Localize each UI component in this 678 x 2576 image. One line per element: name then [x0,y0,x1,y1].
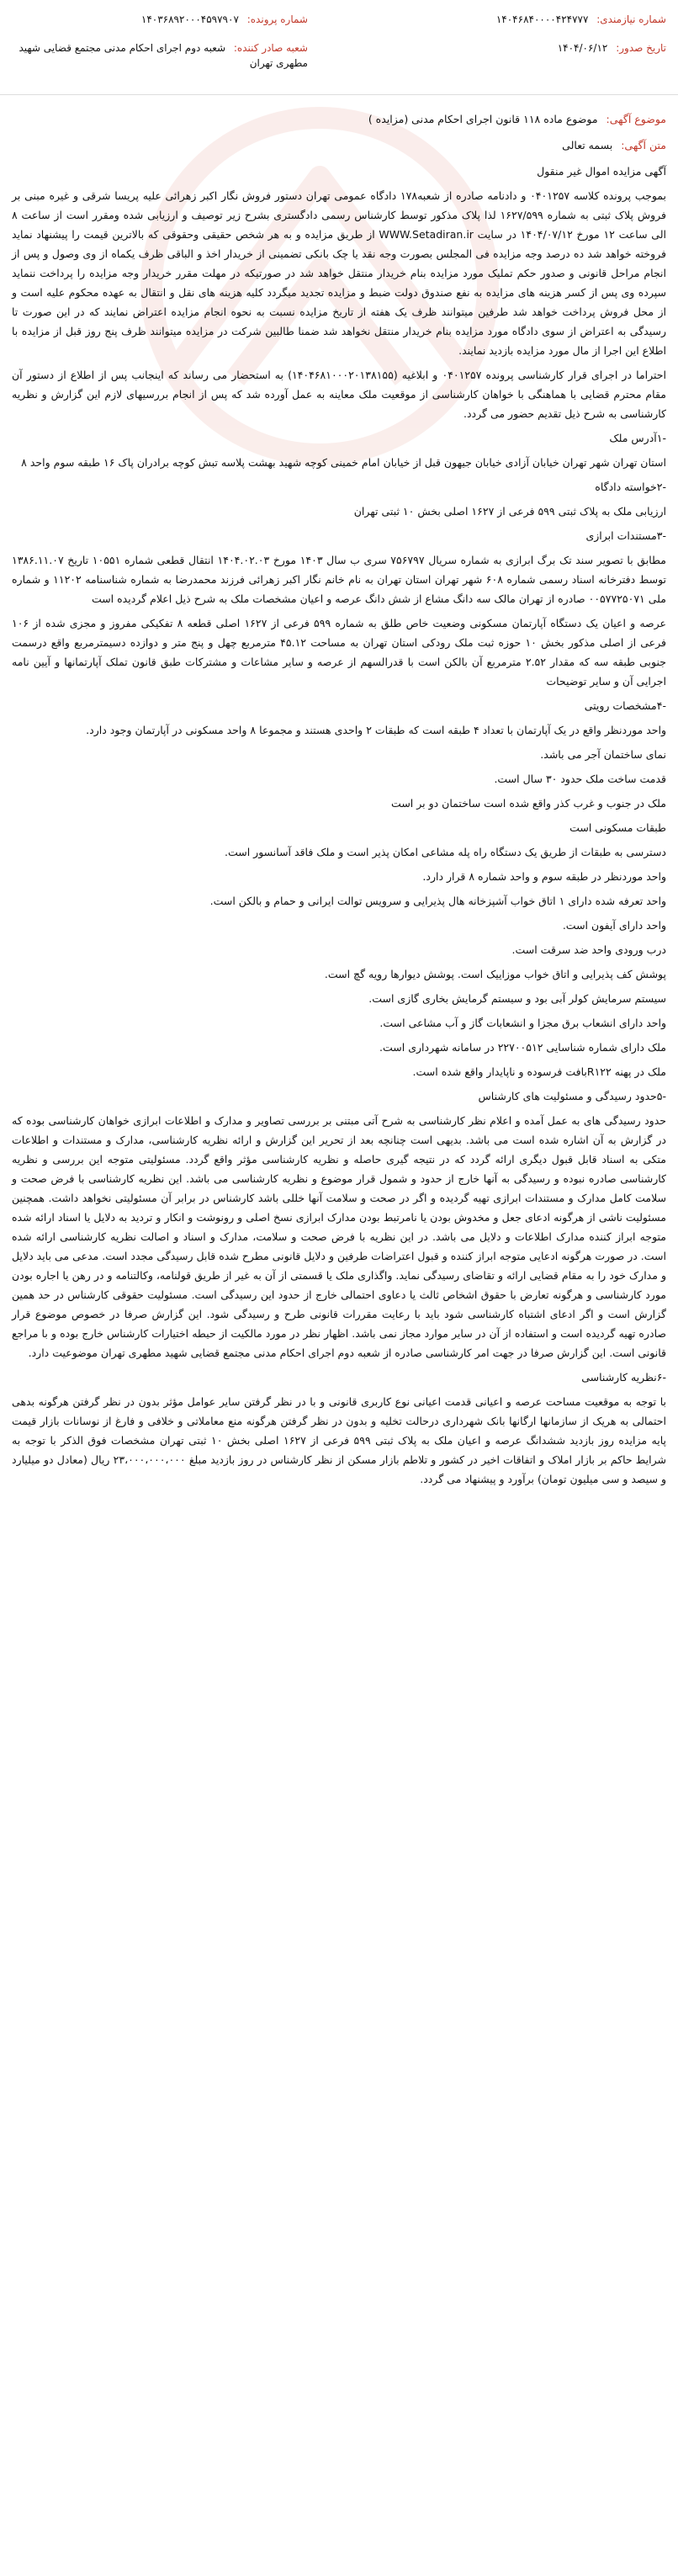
case-number-value: ۱۴۰۴۶۸۴۰۰۰۰۴۲۴۷۷۷ [495,13,589,25]
section-item: واحد موردنظر در طبقه سوم و واحد شماره ۸ قرار دارد. [422,870,666,883]
section-item: درب ورودی واحد ضد سرقت است. [511,943,666,956]
intro-title: آگهی مزایده اموال غیر منقول [537,165,666,178]
section-item: طبقات مسکونی است [569,821,666,834]
section-title: -۱آدرس ملک [609,432,666,444]
subject-value: موضوع ماده ۱۱۸ قانون اجرای احکام مدنی (مزایده ) [368,113,598,125]
section-scope [12,1086,666,1362]
paragraph-main: بموجب پرونده کلاسه ۰۴۰۱۲۵۷ و دادنامه صادره از شعبه۱۷۸ دادگاه عمومی تهران دستور فروش نگار اکبر زهرائی علیه پریسا شرقی و غیره مبنی بر فروش پلاک ثبتی به شماره ۱۶۲۷/۵۹۹ لذا پلاک مذکور توسط کارشناس رسمی دادگستری بشرح زیر توصیف و ارزیابی شده ومقرر است از ساعت ۸ الی ساعت ۱۲ مورخ ۱۴۰۴/۰۷/۱۲ در سایت WWW.Setadiran.ir از طریق مزایده و به هر شخص حقیقی وحقوقی که بالاترین قیمت را پیشنهاد نماید فروخته خواهد شد ده درصد وجه مزایده فی المجلس بصورت وجه نقد یا چک بانکی تضمینی از خریدار اخذ و الباقی ظرف یکماه از وی وصول و پس از انجام مراحل قانونی و صدور حکم تملیک مورد مزایده بنام خریدار منتقل خواهد شد در صورتیکه در مهلت مقرر خریدار وجه مزایده را پرداخت ننماید سپرده وی پس از کسر هزینه های مزایده به نفع صندوق دولت ضبط و مزایده تجدید میگردد کلیه هزینه های نقل و انتقال به عهده محکوم علیه است و از محل فروش پرداخت خواهد شد طرفین میتوانند ظرف یک هفته از تاریخ مزایده نسبت به نحوه انجام مزایده اعتراض نمایند که در این صورت تا رسیدگی به اعتراض از سوی دادگاه مورد مزایده بنام خریدار منتقل نخواهد شد ضمنا طالبین شرکت در مزایده میتوانند ظرف پنج روز قبل از مزایده با اطلاع این اجرا از مال مورد مزایده بازدید نمایند. [12,189,667,357]
section-item: واحد دارای آیفون است. [562,919,666,932]
issue-date [558,40,666,56]
section-court-request [12,477,666,521]
section-item: ملک در پهنه R۱۲۲بافت فرسوده و ناپایدار واقع شده است. [412,1065,666,1078]
section-item: حدود رسیدگی های به عمل آمده و اعلام نظر کارشناسی به شرح آتی مبتنی بر بررسی تصاویر و مدارک و اطلاعات ابرازی خواهان کارشناسی بوده که در گزارش به آن اشاره شده است می باشد. بدیهی است چنانچه بعد از تحریر این گزارش و ارائه نظریه کارشناسی، مدارک و مستندات و اطلاعات متکی به اسناد قابل قبول دیگری ارائه گردد که در نتیجه گیری حاصله و نظریه کارشناسی مؤثر واقع گردد. مسئولیتی متوجه این بررسی و نظریه کارشناسی صادره نبوده و رسیدگی به آنها خارج از حدود و شمول قرار موضوع و نظریه کارشناسی می باشد. این نظریه کارشناسی با فرض صحت و سلامت کامل مدارک و مستندات ابرازی تهیه گردیده و اگر در صحت و سلامت آنها خللی باشد کارشناس در برابر آن مسئولیتی نخواهد داشت. همچنین مسئولیت ناشی از هرگونه ادعای جعل و مخدوش بودن یا نامرتبط بودن مدارک ابرازی نسخ اصلی و رونوشت و انکار و تردید به دلایل یا اسناد ارائه شده متوجه ابراز کننده مدارک اطلاعات و دلایل می باشد. در این نظریه با فرض صحت و سلامت، مدارک و اسناد و اصالت نظریه کارشناسی ارائه شده است. در صورت هرگونه ادعایی متوجه ابراز کننده و قبول اعتراضات طرفین و دلایل قانونی مطرح شده قابل رسیدگی مجدد است. مدعی می باید دلایل و مدارک خود را به مقام قضایی ارائه و تقاضای رسیدگی نماید. واگذاری ملک یا قسمتی از آن به غیر از طریق قولنامه، وکالتنامه و در رهن یا اجاره بودن مورد کارشناسی و هرگونه تعارض با حقوق اشخاص ثالث یا دعاوی احتمالی خارج از حدود این رسیدگی است. مسئولیت حقوقی کارشناس در حد همین گزارش است و اگر ادعای اشتباه کارشناسی شود باید با رعایت مقررات قانونی طرح و رسیدگی شود. این گزارش صرفا در خصوص موضوع قرار صادره تهیه گردیده است و استفاده از آن در سایر موارد مجاز نمی باشد. اظهار نظر در مورد مالکیت از حیطه اختیارات کارشناس خارج بوده و با مراجع قانونی است. این گزارش صرفا در جهت امر کارشناسی صادره از شعبه دوم اجرای احکام مدنی مجتمع قضایی شهید مطهری تهران موضوعیت دارد. [12,1114,666,1359]
section-item: واحد تعرفه شده دارای ۱ اتاق خواب آشپزخانه هال پذیرایی و سرویس توالت ایرانی و حمام و بالکن است. [209,895,666,907]
case-number-label: شماره نیازمندی: [596,13,666,25]
section-item: واحد موردنظر واقع در یک آپارتمان با تعداد ۴ طبقه است که طبقات ۲ واحدی هستند و مجموعا ۸ واحد مسکونی در آپارتمان وجود دارد. [86,724,666,736]
tracking-number [141,12,308,27]
notice-subject [12,109,666,129]
section-expert-opinion [12,1368,666,1489]
section-item: با توجه به موقعیت مساحت عرصه و اعیانی قدمت اعیانی نوع کاربری قانونی و با در نظر گرفتن سایر عوامل مؤثر بدون در نظر گرفتن هرگونه بدهی احتمالی به هریک از سازمانها ارگانها بانک شهرداری درحالت تخلیه و بدون در نظر گرفتن هرگونه منع معاملاتی و خلافی و فارغ از نوسانات بازار قیمت پایه مزایده روز بازدید ششدانگ عرصه و اعیان ملک به پلاک ثبتی ۵۹۹ فرعی از ۱۶۲۷ اصلی بخش ۱۰ ثبتی تهران مشخصات فوق الذکر با توجه به شرایط حاکم بر بازار املاک و اتفاقات اخیر در کشور و تلاطم بازار مسکن از نظر کارشناس در روز بازدید مبلغ ۲۳،۰۰۰،۰۰۰،۰۰۰ ریال (معادل دو میلیارد و سیصد و سی میلیون تومان) برآورد و پیشنهاد می گردد. [12,1395,666,1485]
section-documents [12,526,666,691]
subject-label: موضوع آگهی: [606,113,666,125]
issuing-branch-label: شعبه صادر کننده: [233,42,308,54]
section-observations [12,696,666,1081]
case-number [496,12,666,27]
section-item: قدمت ساخت ملک حدود ۳۰ سال است. [494,773,666,785]
section-address [12,428,666,472]
section-item: نمای ساختمان آجر می باشد. [540,748,666,761]
section-item: ملک دارای شماره شناسایی ۲۲۷۰۰۵۱۲ در سامانه شهرداری است. [379,1041,666,1054]
section-title: -۵حدود رسیدگی و مسئولیت های کارشناس [478,1090,666,1102]
section-item: عرصه و اعیان یک دستگاه آپارتمان مسکونی وضعیت خاص طلق به شماره ۵۹۹ فرعی از ۱۶۲۷ اصلی قطعه ۸ تفکیکی مفروز و مجزی شده از ۱۰۶ فرعی از اصلی مذکور بخش ۱۰ حوزه ثبت ملک رودکی استان تهران به مساحت ۴۵.۱۲ مترمربع چهل و پنج متر و دوازده دسیمترمربع واقع درسمت جنوبی طبقه سه که مقدار ۲.۵۲ مترمربع آن بالکن است با قدرالسهم از عرصه و سایر مشاعات و مشترکات طبق قانون تملک آپارتمانها و آیین نامه اجرایی آن و سایر توضیحات [12,617,666,688]
section-item: دسترسی به طبقات از طریق یک دستگاه راه پله مشاعی امکان پذیر است و ملک فاقد آسانسور است. [224,846,666,858]
section-title: -۳مستندات ابرازی [585,529,666,542]
section-item: استان تهران شهر تهران خیابان آزادی خیابان جیهون قبل از خیابان امام خمینی کوچه شهید بهشت پلاسه تبش کوچه برادران پاک ۱۶ طبقه سوم واحد ۸ [21,456,666,469]
issuing-branch [13,40,308,71]
issue-date-label: تاریخ صدور: [616,42,666,54]
section-item: مطابق با تصویر سند تک برگ ابرازی به شماره سریال ۷۵۶۷۹۷ سری ب سال ۱۴۰۳ مورخ ۱۴۰۴.۰۲.۰۳ انتقال قطعی شماره ۱۰۵۵۱ تاریخ ۱۳۸۶.۱۱.۰۷ توسط دفترخانه اسناد رسمی شماره ۶۰۸ شهر تهران استان تهران به نام خانم نگار اکبر زهرائی فرزند محمدرضا به شماره شناسنامه ۱۱۲۰۲ و شماره ملی ۰۰۵۷۷۲۵۰۷۱ صادره از تهران مالک سه دانگ مشاع از شش دانگ عرصه و اعیان مشخصات ملک به شرح ذیل اعلام گردیده است [12,554,667,605]
section-item: ارزیابی ملک به پلاک ثبتی ۵۹۹ فرعی از ۱۶۲۷ اصلی بخش ۱۰ ثبتی تهران [353,505,666,518]
tracking-number-label: شماره پرونده: [246,13,308,25]
paragraph-expert: احتراما در اجرای قرار کارشناسی پرونده ۰۴۰۱۲۵۷ و ابلاغیه (۱۴۰۴۶۸۱۰۰۰۲۰۱۳۸۱۵۵) به استحضار می رساند که اینجانب پس از اطلاع از دستور آن مقام محترم قضایی با هماهنگی با خواهان کارشناسی از موقعیت ملک معاینه به عمل آورده شد که پس از انجام بررسیهای لازم این گزارش و نظریه کارشناسی به شرح ذیل تقدیم حضور می گردد. [12,369,666,420]
issuing-branch-value: شعبه دوم اجرای احکام مدنی مجتمع قضایی شهید مطهری تهران [19,42,308,69]
text-label: متن آگهی: [621,139,666,151]
notice-body [12,109,666,1494]
notice-text-heading [12,135,666,155]
text-value: بسمه تعالی [562,139,613,151]
section-item: سیستم سرمایش کولر آبی بود و سیستم گرمایش بخاری گازی است. [368,992,666,1005]
section-title: -۲خواسته دادگاه [595,481,666,493]
section-item: واحد دارای انشعاب برق مجزا و انشعابات گاز و آب مشاعی است. [379,1017,666,1029]
section-item: پوشش کف پذیرایی و اتاق خواب موزاییک است. پوشش دیوارها رویه گچ است. [324,968,666,980]
tracking-number-value: ۱۴۰۳۶۸۹۲۰۰۰۴۵۹۷۹۰۷ [140,13,239,25]
section-title: -۶نظریه کارشناسی [581,1371,666,1384]
notice-header [0,0,678,95]
issue-date-value: ۱۴۰۴/۰۶/۱۲ [557,42,608,54]
section-item: ملک در جنوب و غرب کذر واقع شده است ساختمان دو بر است [391,797,666,810]
section-title: -۴مشخصات رویتی [584,699,666,712]
